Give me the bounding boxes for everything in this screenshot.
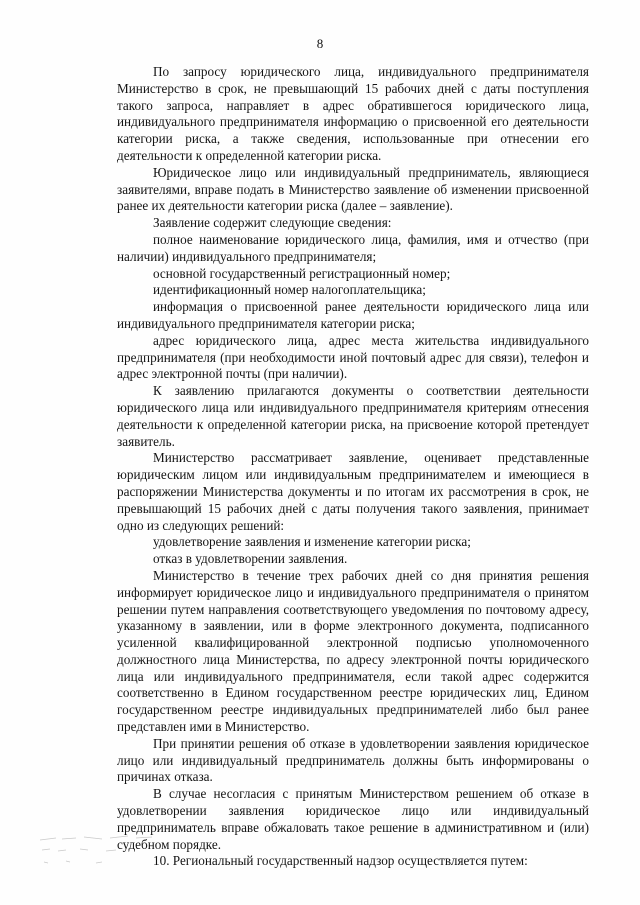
paragraph: адрес юридического лица, адрес места жительства индивидуального предпринимателя (при необходимости иной почтовый адрес для связи), телефон и адрес электронной почты (при наличии). — [117, 332, 589, 382]
paragraph: При принятии решения об отказе в удовлетворении заявления юридическое лицо или индивидуальный предприниматель должны быть информированы о причинах отказа. — [117, 735, 589, 785]
paragraph: отказ в удовлетворении заявления. — [153, 551, 348, 567]
scan-noise-mark — [36, 832, 156, 872]
paragraph: Юридическое лицо или индивидуальный предприниматель, являющиеся заявителями, вправе подать в Министерство заявление об изменении присвоенной ранее их деятельности категории риска (далее – заявление). — [117, 164, 589, 214]
paragraph: В случае несогласия с принятым Министерством решением об отказе в удовлетворении заявления юридическое лицо или индивидуальный предприниматель вправе обжаловать такое решение в административном и (или) судебном порядке. — [117, 786, 589, 852]
paragraph: Заявление содержит следующие сведения: — [153, 215, 392, 231]
page-number: 8 — [316, 36, 324, 51]
paragraph: К заявлению прилагаются документы о соответствии деятельности юридического лица или индивидуального предпринимателя критериям отнесения деятельности к определенной категории риска, на присвоение которой претендует заявитель. — [117, 383, 589, 449]
document-body — [117, 64, 589, 870]
paragraph: информация о присвоенной ранее деятельности юридического лица или индивидуального предпринимателя категории риска; — [117, 299, 589, 331]
paragraph: идентификационный номер налогоплательщика; — [153, 282, 426, 298]
paragraph: основной государственный регистрационный номер; — [153, 265, 451, 281]
paragraph: удовлетворение заявления и изменение категории риска; — [153, 534, 471, 550]
paragraph: полное наименование юридического лица, фамилия, имя и отчество (при наличии) индивидуального предпринимателя; — [117, 231, 589, 264]
paragraph: По запросу юридического лица, индивидуального предпринимателя Министерство в срок, не превышающий 15 рабочих дней с даты поступления такого запроса, направляет в адрес обратившегося юридического лица, индивидуального предпринимателя информацию о присвоенной его деятельности категории риска, а также сведения, использованные при отнесении его деятельности к определенной категории риска. — [117, 64, 589, 163]
paragraph: 10. Региональный государственный надзор осуществляется путем: — [153, 853, 528, 869]
paragraph: Министерство рассматривает заявление, оценивает представленные юридическим лицом или индивидуальным предпринимателем и имеющиеся в распоряжении Министерства документы и по итогам их рассмотрения в срок, не превышающий 15 рабочих дней с даты получения такого заявления, принимает одно из следующих решений: — [117, 450, 589, 533]
paragraph: Министерство в течение трех рабочих дней со дня принятия решения информирует юридическое лицо и индивидуального предпринимателя о принятом решении путем направления соответствующего уведомления по почтовому адресу, указанному в заявлении, или в форме электронного документа, подписанного усиленной квалифицированной электронной подписью уполномоченного должностного лица Министерства, по адресу электронной почты юридического лица или индивидуального предпринимателя, если такой адрес содержится соответственно в Едином государственном реестре юридических лиц, Едином государственном реестре индивидуальных предпринимателей либо был ранее представлен ими в Министерство. — [117, 567, 589, 735]
